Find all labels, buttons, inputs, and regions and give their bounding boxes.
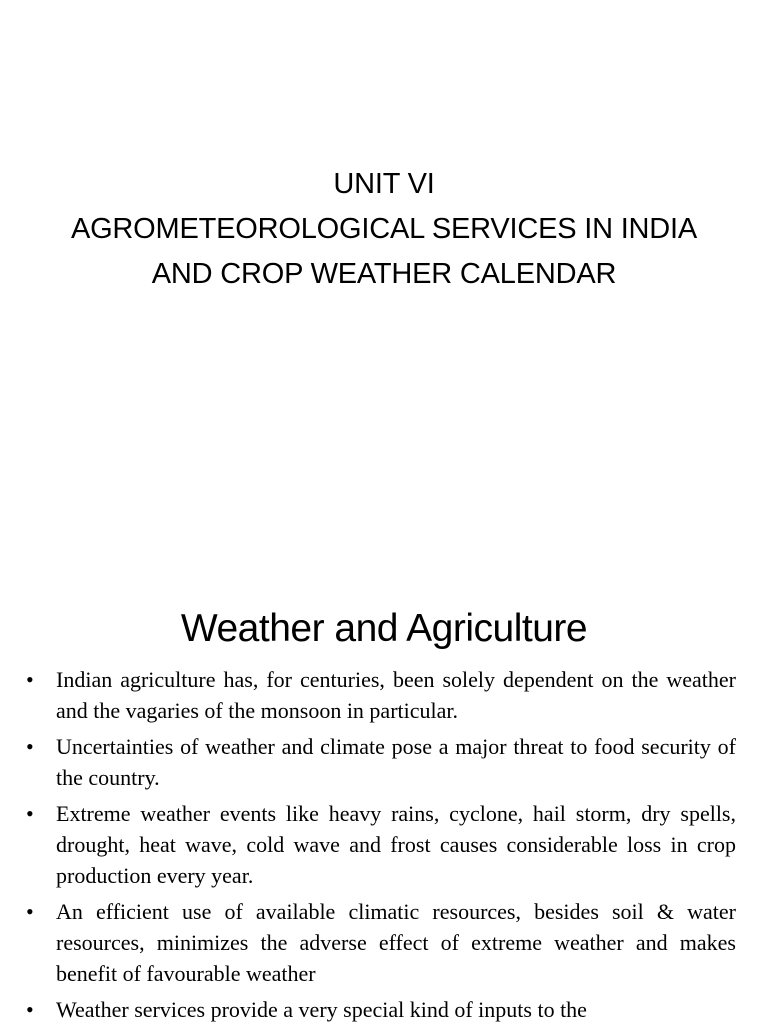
bullet-item xyxy=(26,896,736,989)
bullet-text: Extreme weather events like heavy rains, cyclone, hail storm, dry spells, drought, heat wave, cold wave and frost causes considerable loss in crop production every year. xyxy=(56,801,736,888)
bullet-list xyxy=(26,664,736,1030)
bullet-item xyxy=(26,731,736,793)
bullet-icon: • xyxy=(26,801,34,826)
bullet-item xyxy=(26,994,736,1025)
bullet-text: Indian agriculture has, for centuries, been solely dependent on the weather and the vagaries of the monsoon in particular. xyxy=(56,667,736,723)
slide-title-line-3: AND CROP WEATHER CALENDAR xyxy=(151,258,617,290)
slide-title-line-1: UNIT VI xyxy=(333,168,435,200)
slide-title-line-2: AGROMETEOROLOGICAL SERVICES IN INDIA xyxy=(70,213,698,245)
bullet-item xyxy=(26,798,736,891)
slide-title xyxy=(0,162,768,297)
bullet-text: Uncertainties of weather and climate pose a major threat to food security of the country. xyxy=(56,734,736,790)
section-heading: Weather and Agriculture xyxy=(180,607,588,650)
bullet-icon: • xyxy=(26,734,34,759)
bullet-icon: • xyxy=(26,899,34,924)
bullet-text: An efficient use of available climatic resources, besides soil & water resources, minimizes the adverse effect of extreme weather and makes benefit of favourable weather xyxy=(56,899,736,986)
bullet-item xyxy=(26,664,736,726)
bullet-icon: • xyxy=(26,667,34,692)
bullet-text: Weather services provide a very special kind of inputs to the xyxy=(56,997,587,1022)
bullet-icon: • xyxy=(26,997,34,1022)
